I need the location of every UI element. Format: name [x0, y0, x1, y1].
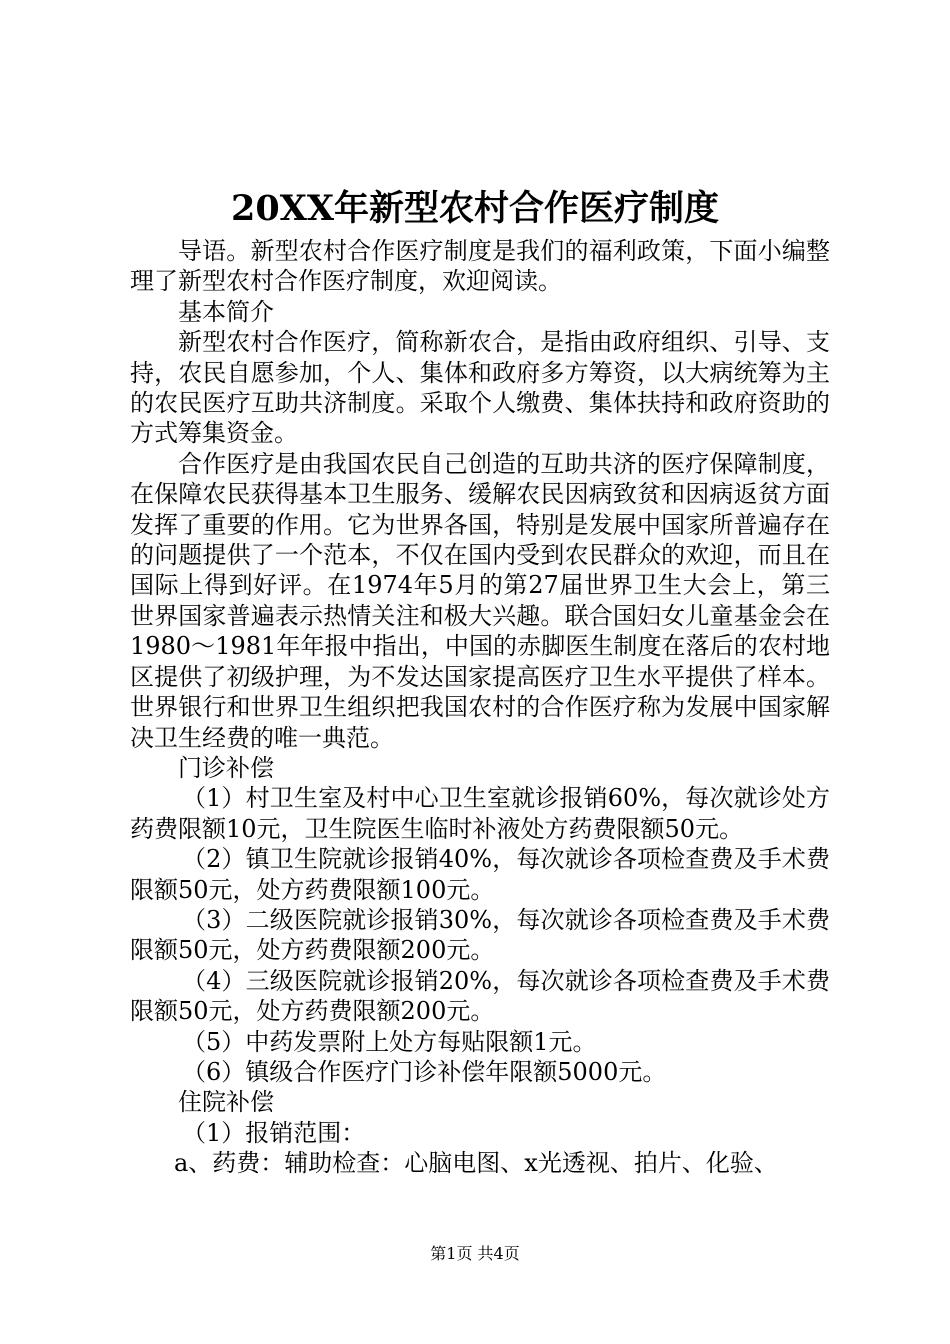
paragraph-history: 合作医疗是由我国农民自己创造的互助共济的医疗保障制度，在保障农民获得基本卫生服务、缓解农民因病致贫和因病返贫方面发挥了重要的作用。它为世界各国，特别是发展中国家所普遍存在的问题提供了一个范本，不仅在国内受到农民群众的欢迎，而且在国际上得到好评。在1974年5月的第27届世界卫生大会上，第三世界国家普遍表示热情关注和极大兴趣。联合国妇女儿童基金会在1980～1981年年报中指出，中国的赤脚医生制度在落后的农村地区提供了初级护理，为不发达国家提高医疗卫生水平提供了样本。世界银行和世界卫生组织把我国农村的合作医疗称为发展中国家解决卫生经费的唯一典范。: [130, 449, 830, 752]
outpatient-item-2: （2）镇卫生院就诊报销40%，每次就诊各项检查费及手术费限额50元，处方药费限额100元。: [130, 845, 830, 904]
outpatient-item-1: （1）村卫生室及村中心卫生室就诊报销60%，每次就诊处方药费限额10元，卫生院医生临时补液处方药费限额50元。: [130, 784, 830, 843]
intro-paragraph: 导语。新型农村合作医疗制度是我们的福利政策，下面小编整理了新型农村合作医疗制度，欢迎阅读。: [130, 237, 830, 296]
section-heading-inpatient: 住院补偿: [178, 1088, 274, 1117]
outpatient-item-5: （5）中药发票附上处方每贴限额1元。: [182, 1027, 597, 1056]
document-body: [130, 236, 830, 1179]
section-heading-outpatient: 门诊补偿: [178, 753, 274, 782]
page-footer: 第1页 共4页: [430, 1244, 520, 1263]
paragraph-definition: 新型农村合作医疗，简称新农合，是指由政府组织、引导、支持，农民自愿参加，个人、集体和政府多方筹资，以大病统筹为主的农民医疗互助共济制度。采取个人缴费、集体扶持和政府资助的方式筹集资金。: [130, 328, 830, 448]
document-title: 20XX年新型农村合作医疗制度: [230, 188, 720, 229]
inpatient-item-1: （1）报销范围：: [182, 1118, 366, 1147]
outpatient-item-3: （3）二级医院就诊报销30%，每次就诊各项检查费及手术费限额50元，处方药费限额200元。: [130, 905, 830, 965]
inpatient-subitem-a: a、药费：辅助检查：心脑电图、x光透视、拍片、化验、: [174, 1149, 778, 1178]
outpatient-item-6: （6）镇级合作医疗门诊补偿年限额5000元。: [182, 1057, 667, 1086]
outpatient-item-4: （4）三级医院就诊报销20%，每次就诊各项检查费及手术费限额50元，处方药费限额200元。: [130, 966, 830, 1026]
section-heading-basic-intro: 基本简介: [178, 297, 274, 326]
